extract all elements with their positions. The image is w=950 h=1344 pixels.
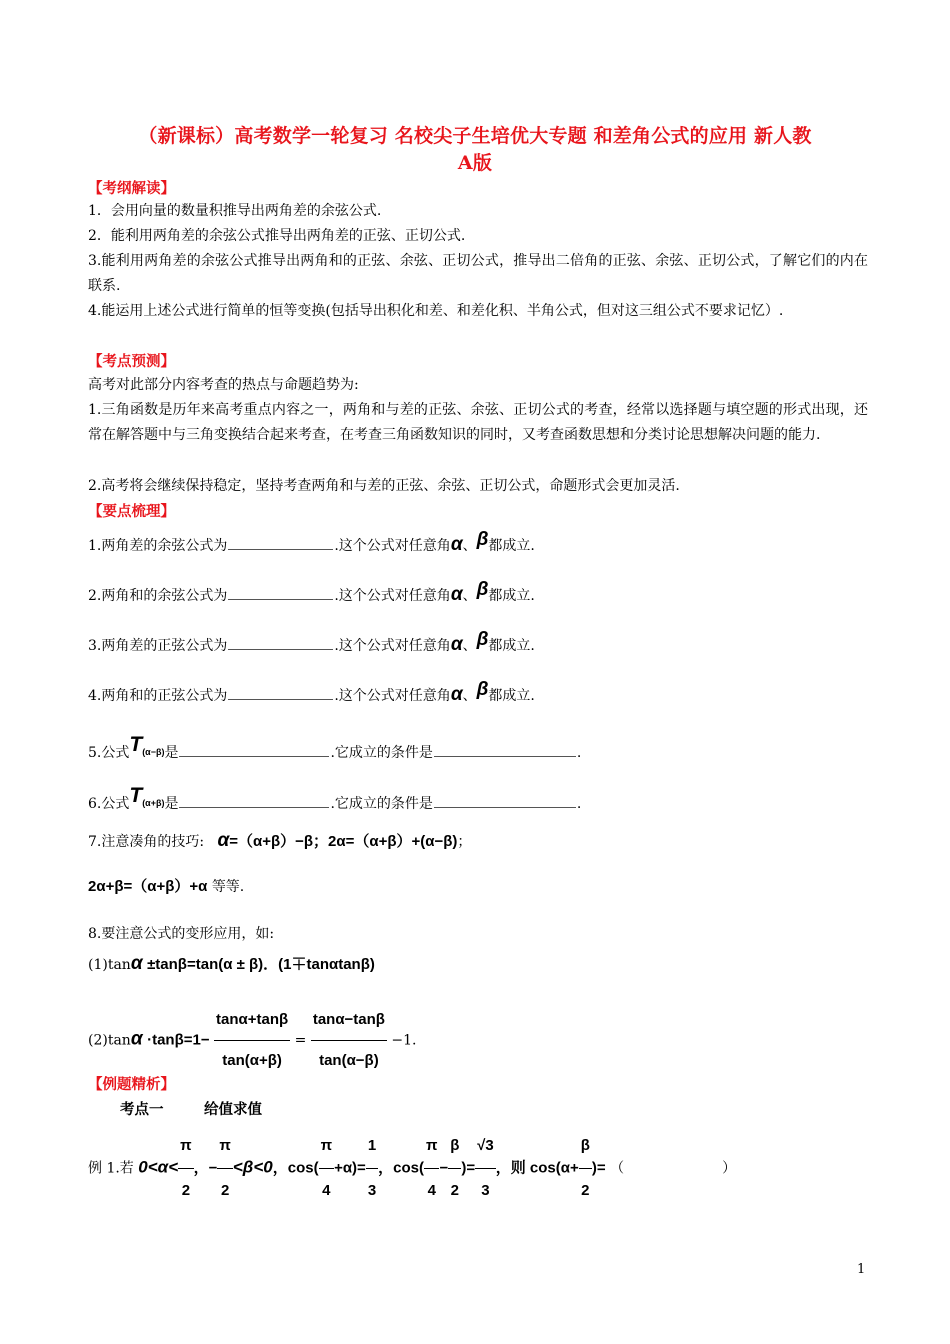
- forecast-item-2: 2.高考将会继续保持稳定，坚持考查两角和与差的正弦、余弦、正切公式，命题形式会更加灵活.: [88, 478, 680, 494]
- answer-blank[interactable]: [228, 641, 333, 650]
- tangent-formula-symbol: T: [129, 784, 143, 807]
- point-8-line-2: (2)tanα ·tanβ=1− $\frac{\tan\alpha+\tan\beta}{\tan(\alpha+\beta)}$ = $\frac{\tan\alpha-\tan\beta}{\tan(\alpha-\beta)}$ −1.: [88, 1000, 417, 1081]
- alpha-symbol: α: [450, 684, 463, 705]
- point-5: 5.公式$T^{(\alpha-\beta)}$是 .它成立的条件是 .: [88, 733, 582, 761]
- answer-blank[interactable]: [228, 691, 333, 700]
- alpha-symbol: α: [450, 634, 463, 655]
- point-6: 6.公式$T^{(\alpha+\beta)}$是 .它成立的条件是 .: [88, 784, 582, 812]
- answer-blank[interactable]: [434, 799, 576, 808]
- title-line-2: A版: [457, 152, 493, 174]
- example-1: 例 1.若 0<α< $\frac{\pi}{2}$ ，− $\frac{\pi}{2}$ <β<0，cos( $\frac{\pi}{4}$ +α)= $\frac{1}{3}$ ，cos( $\frac{\pi}{4}$ − $\frac{\beta}{2}$ )= $\frac{√3}{3}$ ，则 cos(α+ $\frac{\beta}{2}$ )= （ ）: [88, 1124, 736, 1213]
- key-point-label: 考点一: [120, 1101, 164, 1118]
- answer-parentheses[interactable]: （ ）: [610, 1160, 737, 1177]
- beta-symbol: β: [476, 579, 489, 600]
- page-number: 1: [857, 1262, 866, 1277]
- section-forecast: 【考点预测】: [88, 353, 175, 370]
- point-4: 4.两角和的正弦公式为 .这个公式对任意角α、β都成立.: [88, 679, 535, 705]
- section-key-points: 【要点梳理】: [88, 503, 175, 520]
- forecast-item-1: 1.三角函数是历年来高考重点内容之一，两角和与差的正弦、余弦、正切公式的考查，经常以选择题与填空题的形式出现，还常在解答题中与三角变换结合起来考查，在考查三角函数知识的同时，又考查函数思想和分类讨论思想解决问题的能力.: [88, 402, 868, 443]
- fraction-difference: $\frac{\tan\alpha-\tan\beta}{\tan(\alpha-\beta)}$: [311, 1000, 387, 1081]
- section-examples: 【例题精析】: [88, 1076, 175, 1093]
- answer-blank[interactable]: [179, 799, 329, 808]
- alpha-symbol: α: [450, 534, 463, 555]
- syllabus-item-3: 3.能利用两角差的余弦公式推导出两角和的正弦、余弦、正切公式，推导出二倍角的正弦、余弦、正切公式，了解它们的内在联系.: [88, 253, 868, 294]
- answer-blank[interactable]: [179, 748, 329, 757]
- forecast-intro: 高考对此部分内容考查的热点与命题趋势为:: [88, 377, 359, 393]
- title-line-1: （新课标）高考数学一轮复习 名校尖子生培优大专题 和差角公式的应用 新人教: [138, 125, 812, 147]
- point-8-line-1: (1)tanα ±tanβ=tan(α ± β)．(1∓tanαtanβ): [88, 953, 375, 974]
- answer-blank[interactable]: [228, 541, 333, 550]
- point-8: 8.要注意公式的变形应用，如:: [88, 926, 275, 942]
- point-3: 3.两角差的正弦公式为 .这个公式对任意角α、β都成立.: [88, 629, 535, 655]
- fraction-sum: $\frac{\tan\alpha+\tan\beta}{\tan(\alpha+\beta)}$: [214, 1000, 290, 1081]
- syllabus-item-4: 4.能运用上述公式进行简单的恒等变换(包括导出积化和差、和差化积、半角公式，但对这三组公式不要求记忆）.: [88, 303, 784, 319]
- syllabus-item-2: 2．能利用两角差的余弦公式推导出两角差的正弦、正切公式.: [88, 228, 466, 244]
- key-point-title: 给值求值: [204, 1101, 262, 1118]
- point-2: 2.两角和的余弦公式为 .这个公式对任意角α、β都成立.: [88, 579, 535, 605]
- beta-symbol: β: [476, 529, 489, 550]
- beta-symbol: β: [476, 679, 489, 700]
- section-syllabus: 【考纲解读】: [88, 180, 175, 197]
- alpha-symbol: α: [450, 584, 463, 605]
- point-7-continued: 2α+β=（α+β）+α 等等.: [88, 878, 245, 895]
- tangent-formula-symbol: T: [129, 733, 143, 756]
- answer-blank[interactable]: [228, 591, 333, 600]
- answer-blank[interactable]: [434, 748, 576, 757]
- point-1: 1.两角差的余弦公式为 .这个公式对任意角α、β都成立.: [88, 529, 535, 555]
- point-7: 7.注意凑角的技巧: α=（α+β）−β；2α=（α+β）+(α−β)；: [88, 830, 472, 851]
- syllabus-item-1: 1．会用向量的数量积推导出两角差的余弦公式.: [88, 203, 382, 219]
- document-title: [70, 123, 880, 177]
- beta-symbol: β: [476, 629, 489, 650]
